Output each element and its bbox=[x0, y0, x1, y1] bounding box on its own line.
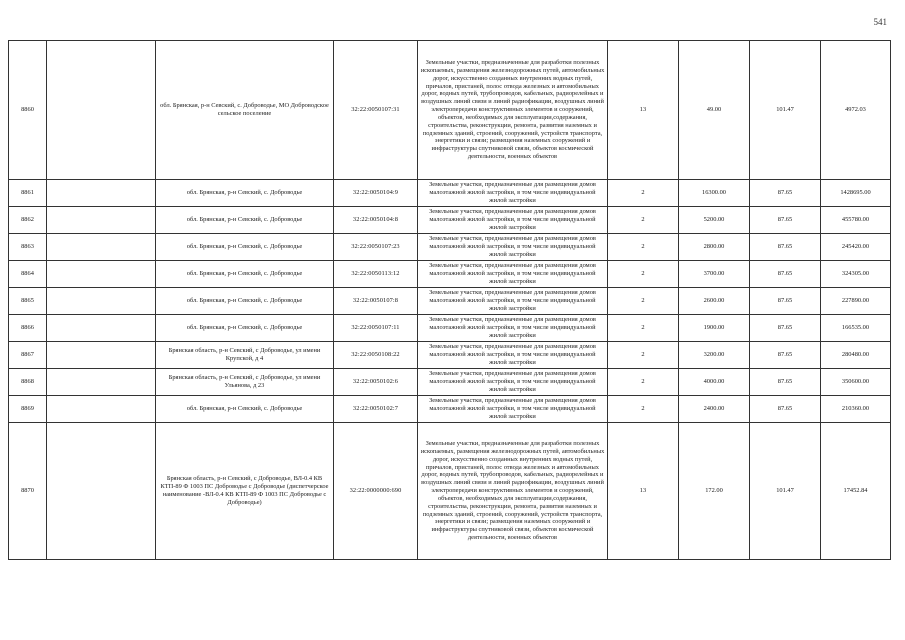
page-number: 541 bbox=[873, 17, 887, 27]
cadastral-value-cell: 210360.00 bbox=[821, 396, 891, 423]
cadastral-value-cell: 455780.00 bbox=[821, 207, 891, 234]
code-cell: 2 bbox=[608, 180, 679, 207]
code-cell: 2 bbox=[608, 288, 679, 315]
rate-cell: 87.65 bbox=[750, 288, 821, 315]
cadastral-value-cell: 324305.00 bbox=[821, 261, 891, 288]
table-row bbox=[9, 180, 891, 207]
spacer-cell bbox=[47, 423, 156, 560]
rate-cell: 87.65 bbox=[750, 207, 821, 234]
cadastral-value-cell: 280480.00 bbox=[821, 342, 891, 369]
address-cell: обл. Брянская, р-н Севский, с. Доброводье bbox=[156, 315, 334, 342]
row-number: 8869 bbox=[9, 396, 47, 423]
spacer-cell bbox=[47, 261, 156, 288]
code-cell: 2 bbox=[608, 261, 679, 288]
code-cell: 13 bbox=[608, 41, 679, 180]
code-cell: 13 bbox=[608, 423, 679, 560]
address-cell: обл. Брянская, р-н Севский, с. Доброводье, МО Доброводское сельское поселение bbox=[156, 41, 334, 180]
spacer-cell bbox=[47, 288, 156, 315]
cadastral-number-cell: 32:22:0050102:7 bbox=[334, 396, 418, 423]
area-cell: 5200.00 bbox=[679, 207, 750, 234]
row-number: 8863 bbox=[9, 234, 47, 261]
row-number: 8861 bbox=[9, 180, 47, 207]
cadastral-value-cell: 350600.00 bbox=[821, 369, 891, 396]
land-use-cell: Земельные участки, предназначенные для размещения домов малоэтажной жилой застройки, в том числе индивидуальной жилой застройки bbox=[418, 288, 608, 315]
code-cell: 2 bbox=[608, 342, 679, 369]
cadastral-number-cell: 32:22:0050107:31 bbox=[334, 41, 418, 180]
cadastral-number-cell: 32:22:0050108:22 bbox=[334, 342, 418, 369]
row-number: 8862 bbox=[9, 207, 47, 234]
land-use-cell: Земельные участки, предназначенные для разработки полезных ископаемых, размещения железнодорожных путей, автомобильных дорог, искусственно созданных внутренних водных путей, причалов, пристаней, полос отвода железных и автомобильных дорог, водных путей, трубопроводов, кабельных, радиорелейных и воздушных линий связи и линий радиофикации, воздушных линий электропередачи конструктивных элементов и сооружений, объектов, необходимых для эксплуатации,содержания, строительства, реконструкции, ремонта, развития наземных и подземных зданий, строений, сооружений, устройств транспорта, энергетики и связи; размещения наземных сооружений и инфраструктуры спутниковой связи, объектов космической деятельности, военных объектов bbox=[418, 41, 608, 180]
table-row bbox=[9, 261, 891, 288]
rate-cell: 101.47 bbox=[750, 41, 821, 180]
table-row bbox=[9, 423, 891, 560]
spacer-cell bbox=[47, 234, 156, 261]
table-row bbox=[9, 41, 891, 180]
area-cell: 2800.00 bbox=[679, 234, 750, 261]
land-use-cell: Земельные участки, предназначенные для размещения домов малоэтажной жилой застройки, в том числе индивидуальной жилой застройки bbox=[418, 396, 608, 423]
rate-cell: 87.65 bbox=[750, 180, 821, 207]
address-cell: обл. Брянская, р-н Севский, с. Доброводье bbox=[156, 207, 334, 234]
address-cell: обл. Брянская, р-н Севский, с. Доброводье bbox=[156, 288, 334, 315]
code-cell: 2 bbox=[608, 369, 679, 396]
cadastral-number-cell: 32:22:0000000:690 bbox=[334, 423, 418, 560]
rate-cell: 87.65 bbox=[750, 342, 821, 369]
address-cell: Брянская область, р-н Севский, с Доброводье, ул имени Ульянова, д 23 bbox=[156, 369, 334, 396]
table-row bbox=[9, 288, 891, 315]
code-cell: 2 bbox=[608, 315, 679, 342]
land-use-cell: Земельные участки, предназначенные для размещения домов малоэтажной жилой застройки, в том числе индивидуальной жилой застройки bbox=[418, 342, 608, 369]
cadastral-value-cell: 227890.00 bbox=[821, 288, 891, 315]
cadastral-value-cell: 4972.03 bbox=[821, 41, 891, 180]
land-use-cell: Земельные участки, предназначенные для размещения домов малоэтажной жилой застройки, в том числе индивидуальной жилой застройки bbox=[418, 180, 608, 207]
rate-cell: 87.65 bbox=[750, 369, 821, 396]
spacer-cell bbox=[47, 342, 156, 369]
area-cell: 2600.00 bbox=[679, 288, 750, 315]
spacer-cell bbox=[47, 41, 156, 180]
code-cell: 2 bbox=[608, 234, 679, 261]
spacer-cell bbox=[47, 207, 156, 234]
area-cell: 172.00 bbox=[679, 423, 750, 560]
land-use-cell: Земельные участки, предназначенные для размещения домов малоэтажной жилой застройки, в том числе индивидуальной жилой застройки bbox=[418, 234, 608, 261]
table-row bbox=[9, 315, 891, 342]
row-number: 8866 bbox=[9, 315, 47, 342]
rate-cell: 87.65 bbox=[750, 315, 821, 342]
area-cell: 3200.00 bbox=[679, 342, 750, 369]
area-cell: 4000.00 bbox=[679, 369, 750, 396]
row-number: 8865 bbox=[9, 288, 47, 315]
cadastral-number-cell: 32:22:0050107:11 bbox=[334, 315, 418, 342]
address-cell: обл. Брянская, р-н Севский, с. Доброводье bbox=[156, 396, 334, 423]
land-use-cell: Земельные участки, предназначенные для размещения домов малоэтажной жилой застройки, в том числе индивидуальной жилой застройки bbox=[418, 369, 608, 396]
table-row bbox=[9, 234, 891, 261]
spacer-cell bbox=[47, 180, 156, 207]
spacer-cell bbox=[47, 315, 156, 342]
rate-cell: 87.65 bbox=[750, 234, 821, 261]
land-use-cell: Земельные участки, предназначенные для размещения домов малоэтажной жилой застройки, в том числе индивидуальной жилой застройки bbox=[418, 261, 608, 288]
table-row bbox=[9, 369, 891, 396]
area-cell: 49.00 bbox=[679, 41, 750, 180]
row-number: 8864 bbox=[9, 261, 47, 288]
code-cell: 2 bbox=[608, 396, 679, 423]
area-cell: 1900.00 bbox=[679, 315, 750, 342]
cadastral-number-cell: 32:22:0050107:8 bbox=[334, 288, 418, 315]
cadastral-registry-table bbox=[8, 40, 891, 560]
land-use-cell: Земельные участки, предназначенные для размещения домов малоэтажной жилой застройки, в том числе индивидуальной жилой застройки bbox=[418, 207, 608, 234]
cadastral-value-cell: 166535.00 bbox=[821, 315, 891, 342]
rate-cell: 87.65 bbox=[750, 396, 821, 423]
address-cell: обл. Брянская, р-н Севский, с. Доброводье bbox=[156, 234, 334, 261]
table-row bbox=[9, 207, 891, 234]
row-number: 8868 bbox=[9, 369, 47, 396]
cadastral-number-cell: 32:22:0050102:6 bbox=[334, 369, 418, 396]
row-number: 8867 bbox=[9, 342, 47, 369]
cadastral-value-cell: 1428695.00 bbox=[821, 180, 891, 207]
row-number: 8870 bbox=[9, 423, 47, 560]
row-number: 8860 bbox=[9, 41, 47, 180]
spacer-cell bbox=[47, 396, 156, 423]
address-cell: обл. Брянская, р-н Севский, с. Доброводье bbox=[156, 180, 334, 207]
area-cell: 16300.00 bbox=[679, 180, 750, 207]
land-use-cell: Земельные участки, предназначенные для разработки полезных ископаемых, размещения железнодорожных путей, автомобильных дорог, искусственно созданных внутренних водных путей, причалов, пристаней, полос отвода железных и автомобильных дорог, водных путей, трубопроводов, кабельных, радиорелейных и воздушных линий связи и линий радиофикации, воздушных линий электропередачи конструктивных элементов и сооружений, объектов, необходимых для эксплуатации,содержания, строительства, реконструкции, ремонта, развития наземных и подземных зданий, строений, сооружений, устройств транспорта, энергетики и связи; размещения наземных сооружений и инфраструктуры спутниковой связи, объектов космической деятельности, военных объектов bbox=[418, 423, 608, 560]
code-cell: 2 bbox=[608, 207, 679, 234]
rate-cell: 87.65 bbox=[750, 261, 821, 288]
land-use-cell: Земельные участки, предназначенные для размещения домов малоэтажной жилой застройки, в том числе индивидуальной жилой застройки bbox=[418, 315, 608, 342]
cadastral-value-cell: 17452.84 bbox=[821, 423, 891, 560]
table-row bbox=[9, 342, 891, 369]
cadastral-number-cell: 32:22:0050113:12 bbox=[334, 261, 418, 288]
cadastral-number-cell: 32:22:0050104:8 bbox=[334, 207, 418, 234]
cadastral-number-cell: 32:22:0050104:9 bbox=[334, 180, 418, 207]
spacer-cell bbox=[47, 369, 156, 396]
cadastral-number-cell: 32:22:0050107:23 bbox=[334, 234, 418, 261]
cadastral-value-cell: 245420.00 bbox=[821, 234, 891, 261]
address-cell: Брянская область, р-н Севский, с Доброводье, ВЛ-0.4 КВ КТП-89 Ф 1003 ПС Доброводье с Доброводье (диспетчерское наименование -ВЛ-0.4 КВ КТП-89 Ф 1003 ПС Доброводье с Доброводье) bbox=[156, 423, 334, 560]
area-cell: 2400.00 bbox=[679, 396, 750, 423]
table-row bbox=[9, 396, 891, 423]
rate-cell: 101.47 bbox=[750, 423, 821, 560]
address-cell: Брянская область, р-н Севский, с Доброводье, ул имени Крупской, д 4 bbox=[156, 342, 334, 369]
area-cell: 3700.00 bbox=[679, 261, 750, 288]
address-cell: обл. Брянская, р-н Севский, с. Доброводье bbox=[156, 261, 334, 288]
